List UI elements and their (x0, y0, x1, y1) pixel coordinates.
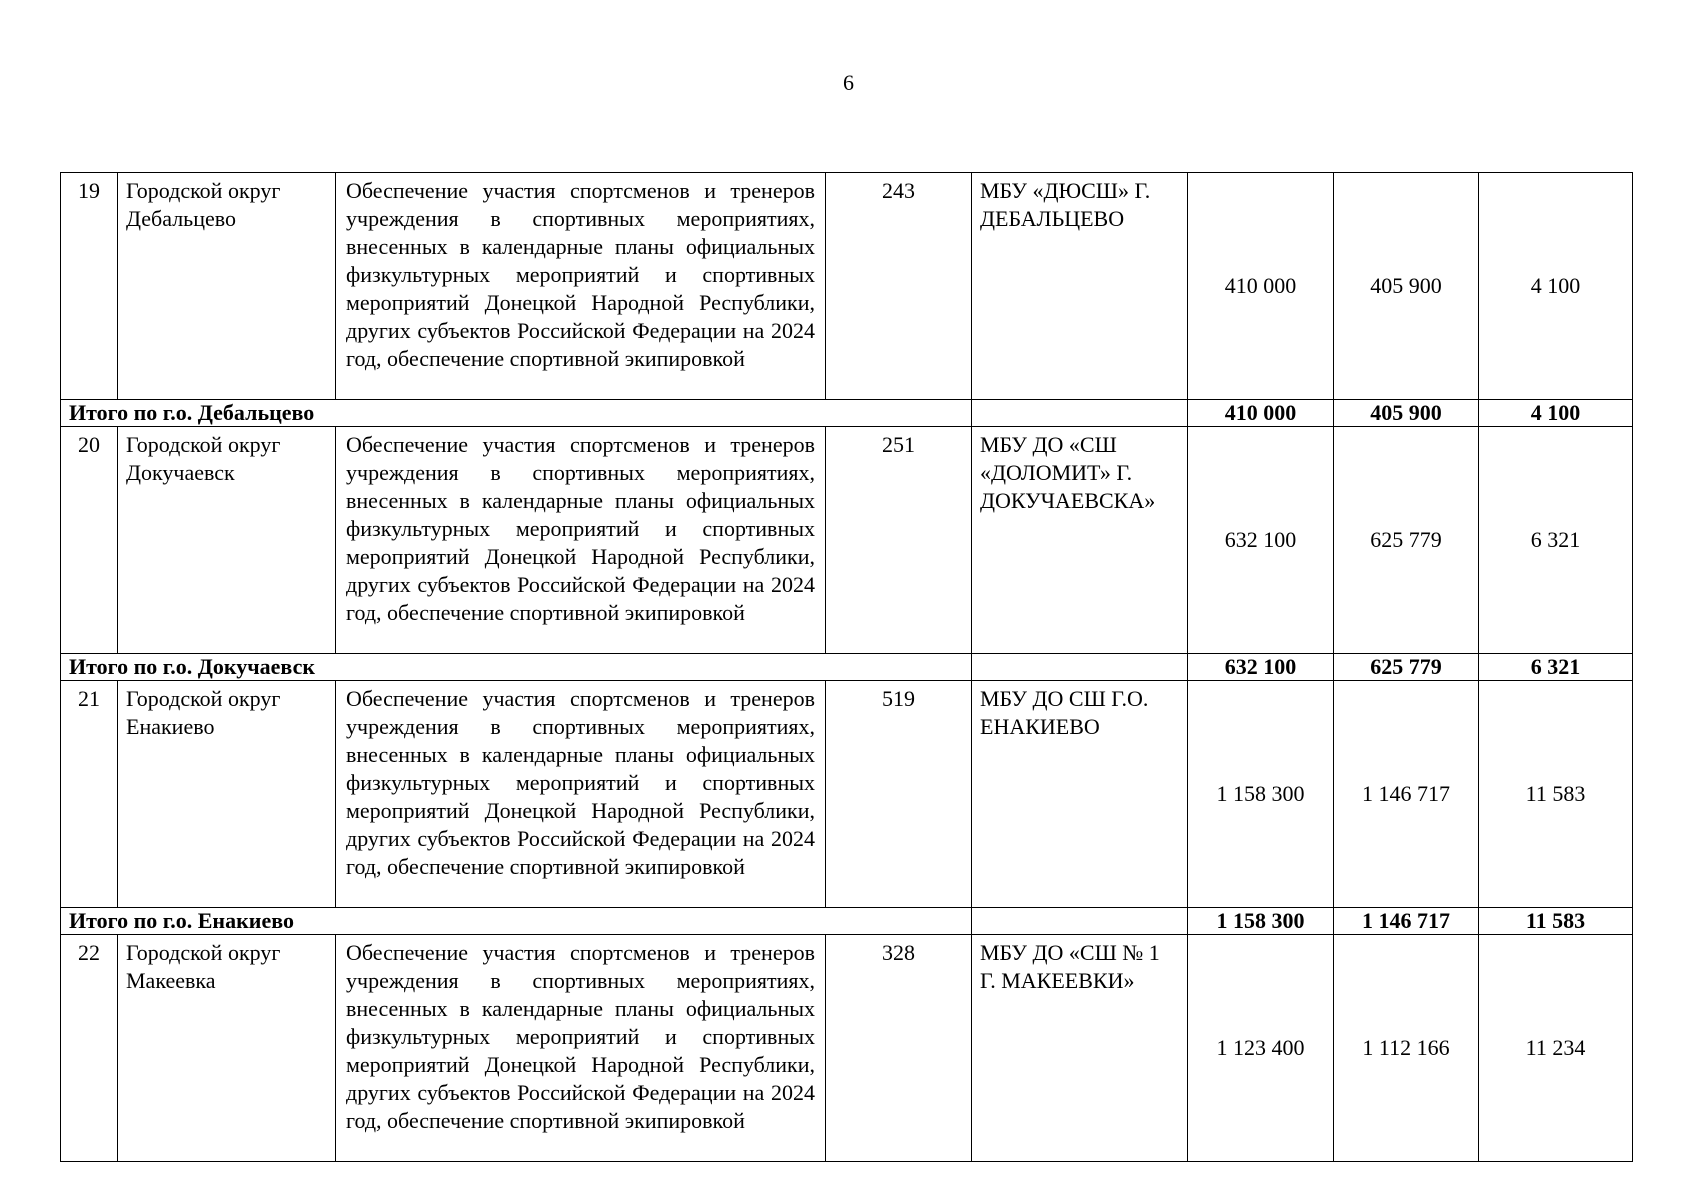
district-name: Городской округ Макеевка (118, 935, 336, 1162)
activity-description: Обеспечение участия спортсменов и тренеров учреждения в спортивных мероприятиях, внесенных в календарные планы официальных физкультурных мероприятий и спортивных мероприятий Донецкой Народной Республики, других субъектов Российской Федерации на 2024 год, обеспечение спортивной экипировкой (336, 935, 826, 1162)
amount-primary: 405 900 (1334, 173, 1479, 400)
amount-secondary: 4 100 (1479, 173, 1633, 400)
district-name: Городской округ Докучаевск (118, 427, 336, 654)
table-row (61, 935, 1633, 1162)
subtotal-label: Итого по г.о. Докучаевск (61, 654, 972, 681)
amount-secondary: 11 583 (1479, 681, 1633, 908)
row-number: 21 (61, 681, 118, 908)
activity-description: Обеспечение участия спортсменов и тренеров учреждения в спортивных мероприятиях, внесенных в календарные планы официальных физкультурных мероприятий и спортивных мероприятий Донецкой Народной Республики, других субъектов Российской Федерации на 2024 год, обеспечение спортивной экипировкой (336, 681, 826, 908)
subtotal-empty-cell (972, 400, 1188, 427)
amount-primary: 625 779 (1334, 427, 1479, 654)
amount-secondary: 11 234 (1479, 935, 1633, 1162)
subtotal-empty-cell (972, 908, 1188, 935)
subtotal-label: Итого по г.о. Дебальцево (61, 400, 972, 427)
district-name: Городской округ Енакиево (118, 681, 336, 908)
total-amount: 1 158 300 (1188, 681, 1334, 908)
subtotal-amount-primary: 625 779 (1334, 654, 1479, 681)
amount-primary: 1 146 717 (1334, 681, 1479, 908)
organization-name: МБУ ДО «СШ «ДОЛОМИТ» Г. ДОКУЧАЕВСКА» (972, 427, 1188, 654)
activity-description: Обеспечение участия спортсменов и тренеров учреждения в спортивных мероприятиях, внесенных в календарные планы официальных физкультурных мероприятий и спортивных мероприятий Донецкой Народной Республики, других субъектов Российской Федерации на 2024 год, обеспечение спортивной экипировкой (336, 427, 826, 654)
row-number: 22 (61, 935, 118, 1162)
row-number: 20 (61, 427, 118, 654)
subtotal-amount-secondary: 4 100 (1479, 400, 1633, 427)
table-row (61, 427, 1633, 654)
subtotal-empty-cell (972, 654, 1188, 681)
subtotal-amount-secondary: 6 321 (1479, 654, 1633, 681)
page-number: 6 (843, 70, 854, 95)
subtotal-total: 632 100 (1188, 654, 1334, 681)
table-row (61, 681, 1633, 908)
subtotal-row (61, 908, 1633, 935)
table-row (61, 173, 1633, 400)
subtotal-label: Итого по г.о. Енакиево (61, 908, 972, 935)
row-number: 19 (61, 173, 118, 400)
amount-primary: 1 112 166 (1334, 935, 1479, 1162)
table-body (61, 173, 1633, 1162)
organization-name: МБУ ДО «СШ № 1 Г. МАКЕЕВКИ» (972, 935, 1188, 1162)
subtotal-amount-primary: 1 146 717 (1334, 908, 1479, 935)
participant-count: 243 (826, 173, 972, 400)
total-amount: 632 100 (1188, 427, 1334, 654)
subtotal-amount-secondary: 11 583 (1479, 908, 1633, 935)
organization-name: МБУ ДО СШ Г.О. ЕНАКИЕВО (972, 681, 1188, 908)
funding-table (60, 172, 1633, 1162)
subtotal-total: 410 000 (1188, 400, 1334, 427)
activity-description: Обеспечение участия спортсменов и тренеров учреждения в спортивных мероприятиях, внесенных в календарные планы официальных физкультурных мероприятий и спортивных мероприятий Донецкой Народной Республики, других субъектов Российской Федерации на 2024 год, обеспечение спортивной экипировкой (336, 173, 826, 400)
participant-count: 328 (826, 935, 972, 1162)
participant-count: 251 (826, 427, 972, 654)
district-name: Городской округ Дебальцево (118, 173, 336, 400)
total-amount: 1 123 400 (1188, 935, 1334, 1162)
subtotal-amount-primary: 405 900 (1334, 400, 1479, 427)
subtotal-row (61, 400, 1633, 427)
subtotal-total: 1 158 300 (1188, 908, 1334, 935)
organization-name: МБУ «ДЮСШ» Г. ДЕБАЛЬЦЕВО (972, 173, 1188, 400)
total-amount: 410 000 (1188, 173, 1334, 400)
amount-secondary: 6 321 (1479, 427, 1633, 654)
subtotal-row (61, 654, 1633, 681)
participant-count: 519 (826, 681, 972, 908)
